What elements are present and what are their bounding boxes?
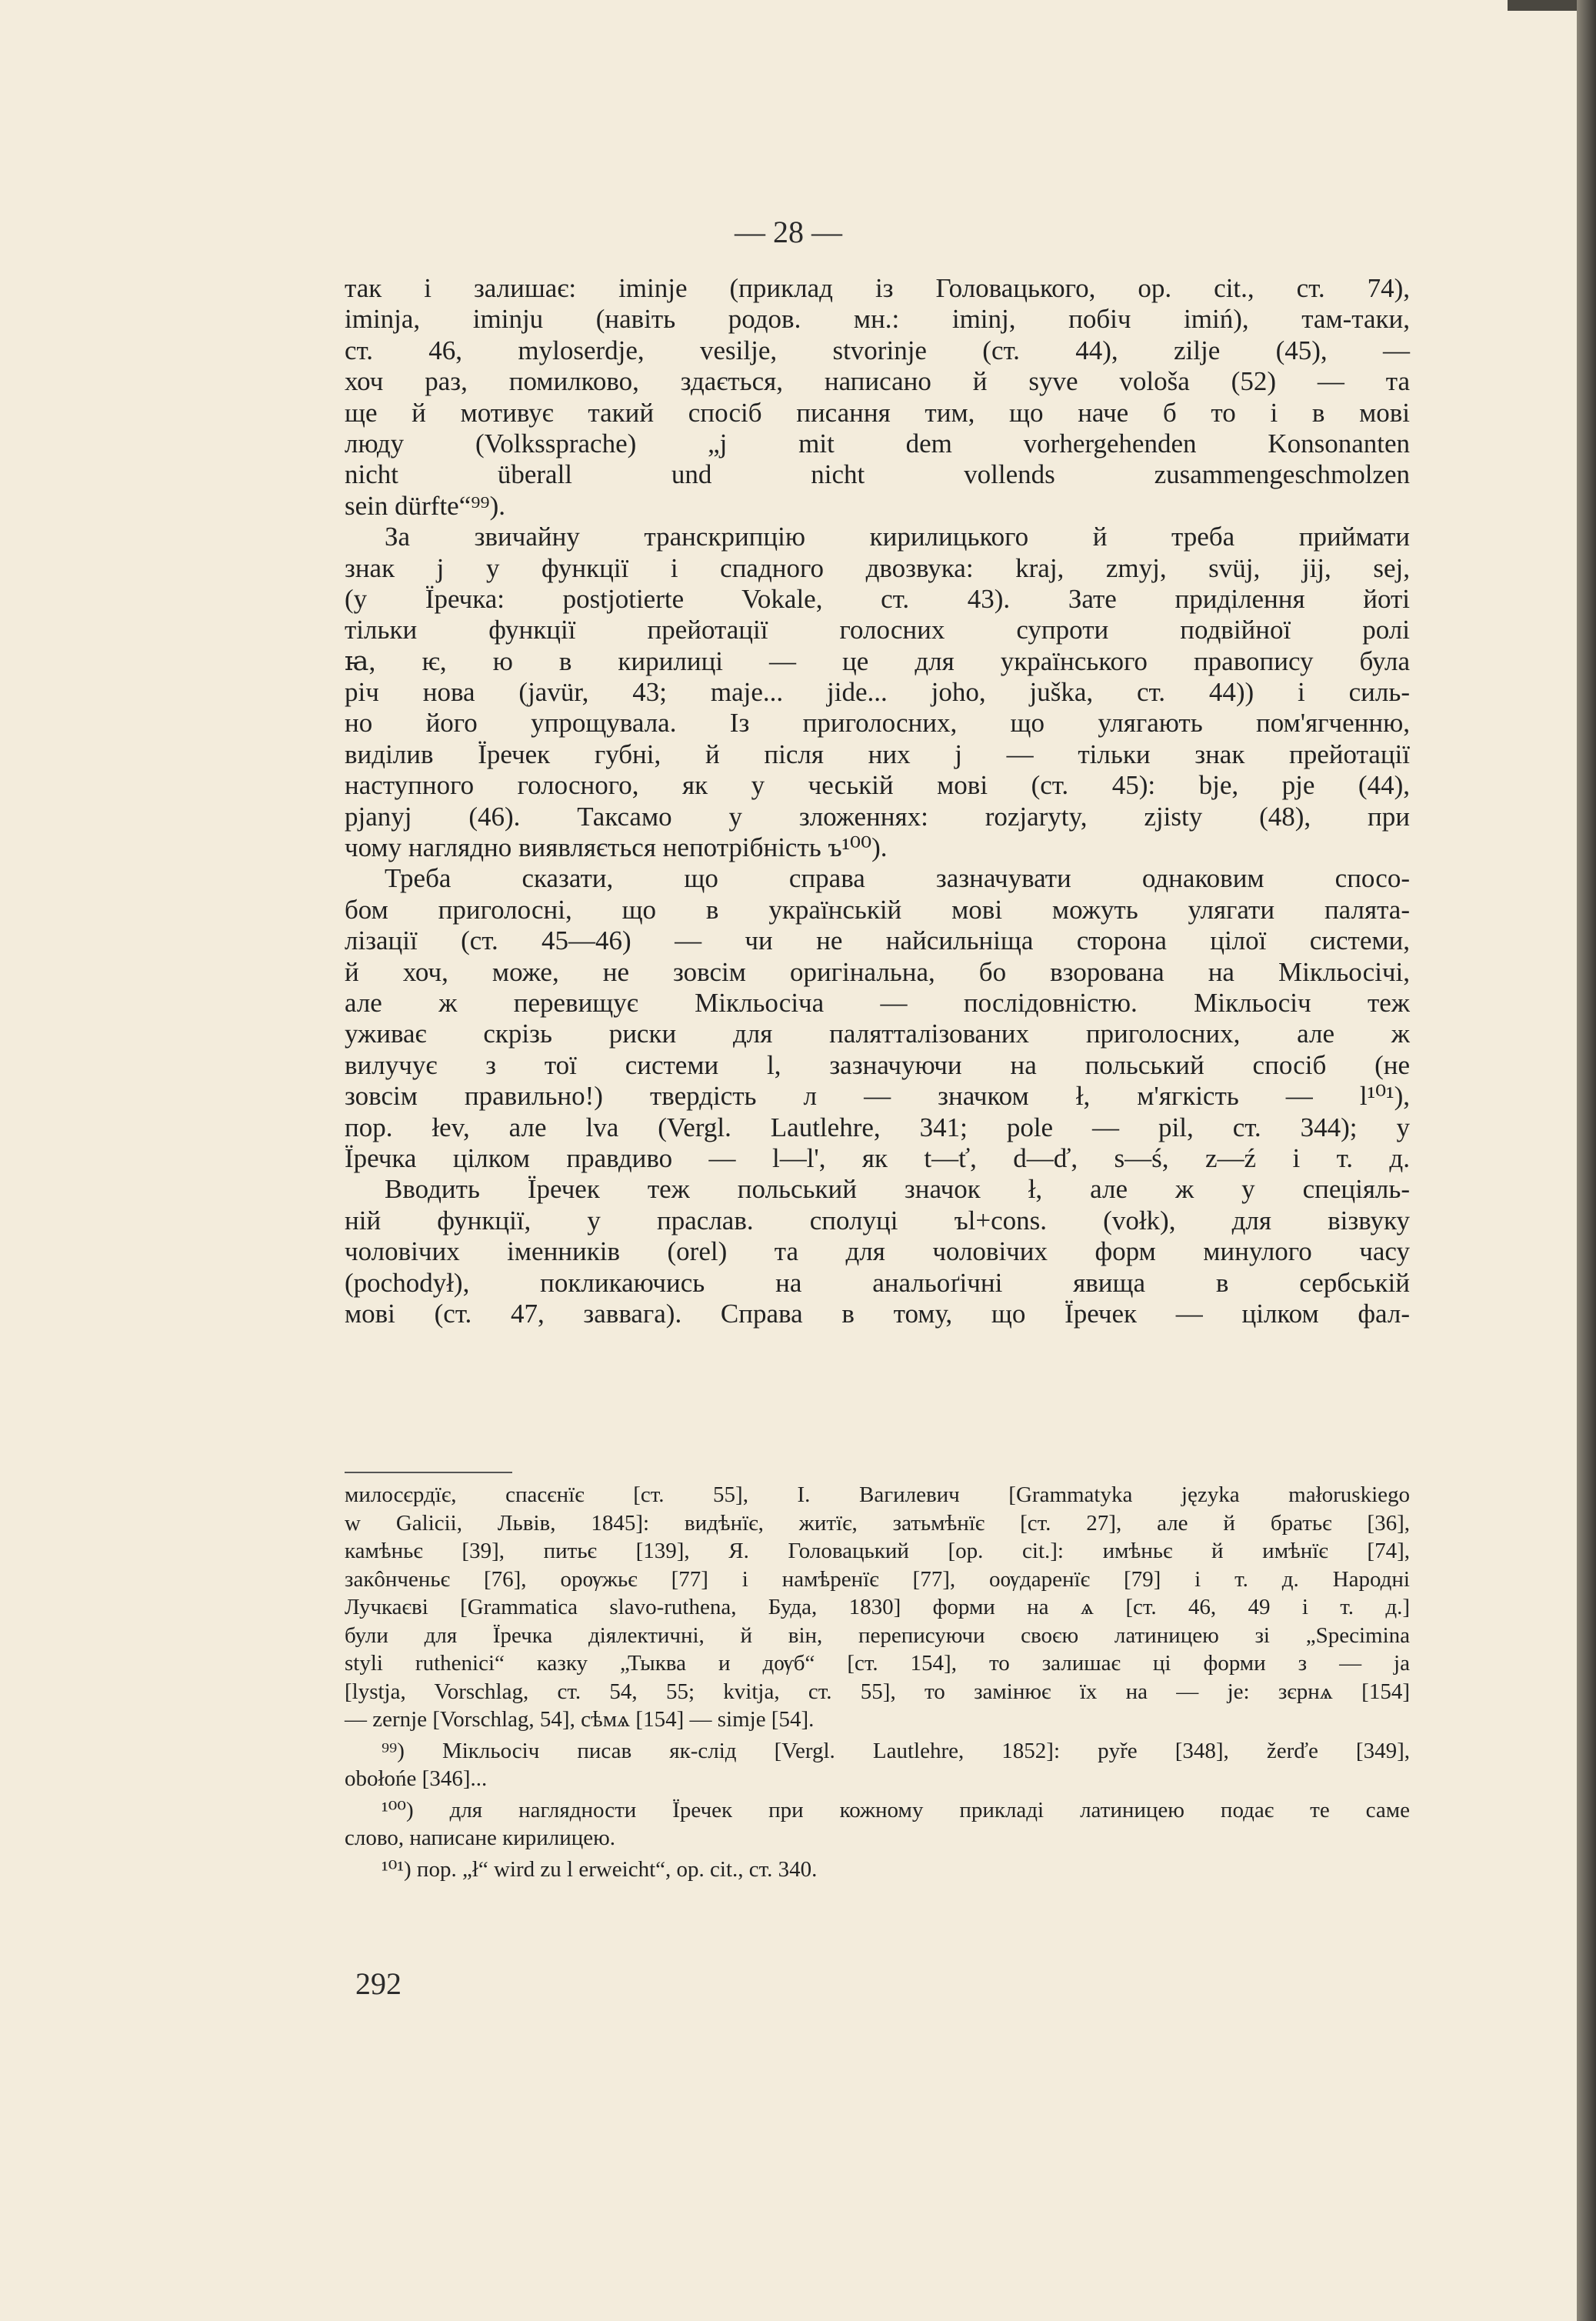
text-line: чому наглядно виявляється непотрібність ъ¹⁰⁰). [345,832,888,863]
text-line: ній функції, у праслав. сполуці ъl+cons. (vołk), для візвуку [345,1205,1410,1236]
text-line: чоловічих іменників (orel) та для чоловічих форм минулого часу [345,1236,1410,1267]
text-line: знак j у функції і спадного двозвука: kraj, zmyj, svüj, jij, sej, [345,552,1410,583]
footnote-line: камѣньє [39], питьє [139], Я. Головацький [op. cit.]: имѣньє й имѣнїє [74], [345,1539,1410,1563]
footnote-line: закôнченьє [76], орѹжьє [77] і намѣренїє [77], оѹдаренїє [79] і т. д. Народні [345,1566,1410,1592]
text-line: вилучує з тої системи l, зазначуючи на польський спосіб (не [345,1049,1410,1080]
text-line: але ж перевищує Мікльосіча — послідовністю. Мікльосіч теж [345,987,1410,1018]
text-line: За звичайну транскрипцію кирилицького й треба приймати [385,522,1410,552]
footnote-101: ¹⁰¹) пор. „ł“ wird zu l erweicht“, op. cit., ст. 340. [382,1856,818,1882]
footnotes [345,1481,1410,1883]
page-number: 292 [355,1966,401,2001]
footnote-line: obołońe [346]... [345,1766,488,1791]
text-line: бом приголосні, що в українській мові можуть улягати палята- [345,894,1410,925]
footnote-separator [345,1472,512,1473]
book-edge [1577,0,1596,2321]
text-line: річ нова (javür, 43; maje... jide... joho, juška, ст. 44)) і силь- [345,677,1410,708]
text-line: хоч раз, помилково, здається, написано й syve vološa (52) — та [345,366,1410,397]
book-edge-top [1508,0,1577,11]
text-line: nicht überall und nicht vollends zusammengeschmolzen [345,459,1410,490]
main-text [345,273,1410,1329]
footnote-line: — zernje [Vorschlag, 54], сѣмѧ [154] — simje [54]. [345,1707,815,1732]
text-line: iminja, iminju (навіть родов. мн.: iminj, побіч imiń), там-таки, [345,304,1410,335]
text-line: Треба сказати, що справа зазначувати однаковим спосо- [385,863,1410,894]
text-line: pjanyj (46). Таксамо у зложеннях: rozjaryty, zjisty (48), при [345,801,1410,832]
text-line: так і залишає: iminje (приклад із Головацького, op. cit., ст. 74), [345,273,1410,303]
text-line: но його упрощувала. Із приголосних, що улягають пом'ягченню, [345,708,1410,739]
footnote-line: милосєрдїє, спасєнїє [ст. 55], І. Вагилевич [Grammatyka języka małoruskiego [345,1482,1410,1507]
text-line: Вводить Їречек теж польський значок ł, але ж у спеціяль- [385,1174,1410,1205]
text-line: й хоч, може, не зовсім оригінальна, бо взорована на Мікльосічі, [345,956,1410,987]
text-line: тільки функції прейотації голосних супроти подвійної ролі [345,615,1410,645]
text-line: ще й мотивує такий спосіб писання тим, що наче б то і в мові [345,397,1410,428]
footnote-line: були для Їречка діялектичні, й він, переписуючи своєю латиницею зі „Specimina [345,1622,1410,1648]
footnote-line: [lystja, Vorschlag, ст. 54, 55; kvitja, ст. 55], то замінює їх на — je: зєрнѧ [154] [345,1679,1410,1704]
text-line: уживає скрізь риски для палятталізованих приголосних, але ж [345,1019,1410,1049]
text-line: (у Їречка: postjotierte Vokale, ст. 43). Зате приділення йоті [345,583,1410,614]
text-line: Їречка цілком правдиво — l—l', як t—ť, d—ď, s—ś, z—ź і т. д. [345,1142,1410,1173]
footnote-line: w Galicii, Львів, 1845]: видѣнїє, житїє, затьмѣнїє [ст. 27], але й братьє [36], [345,1510,1410,1536]
text-line: виділив Їречек губні, й після них j — тільки знак прейотації [345,739,1410,769]
text-line: мові (ст. 47, заввага). Справа в тому, що Їречек — цілком фал- [345,1298,1410,1329]
text-line: ꙗ, ѥ, ю в кирилиці — це для українського правопису була [345,645,1410,676]
text-line: наступного голосного, як у чеській мові (ст. 45): bje, pje (44), [345,770,1410,801]
text-line: пор. łev, але lva (Vergl. Lautlehre, 341; pole — pil, ст. 344); у [345,1112,1410,1142]
text-line: (pochodył), покликаючись на анальоґічні явища в сербській [345,1267,1410,1298]
footnote-line: слово, написане кирилицею. [345,1826,616,1850]
text-line: лізації (ст. 45—46) — чи не найсильніща сторона цілої системи, [345,925,1410,956]
text-line: люду (Volkssprache) „j mit dem vorhergehenden Konsonanten [345,428,1410,459]
footnote-100: ¹⁰⁰) для наглядности Їречек при кожному прикладі латиницею подає те саме [382,1797,1410,1822]
footnote-line: Лучкаєві [Grammatica slavo-ruthena, Буда, 1830] форми на ѧ [ст. 46, 49 і т. д.] [345,1595,1410,1619]
footnote-99: ⁹⁹) Мікльосіч писав як-слід [Vergl. Lautlehre, 1852]: pyře [348], žerďe [349], [382,1738,1410,1763]
text-line: зовсім правильно!) твердість л — значком ł, м'ягкість — l¹⁰¹), [345,1081,1410,1112]
text-line: ст. 46, myloserdje, vesilje, stvorinje (ст. 44), zilje (45), — [345,335,1410,365]
running-head: — 28 — [735,215,842,249]
footnote-line: styli ruthenici“ казку „Тыква и дѹб“ [ст. 154], то залишає ці форми з — ja [345,1651,1410,1676]
text-line: sein dürfte“⁹⁹). [345,490,506,521]
